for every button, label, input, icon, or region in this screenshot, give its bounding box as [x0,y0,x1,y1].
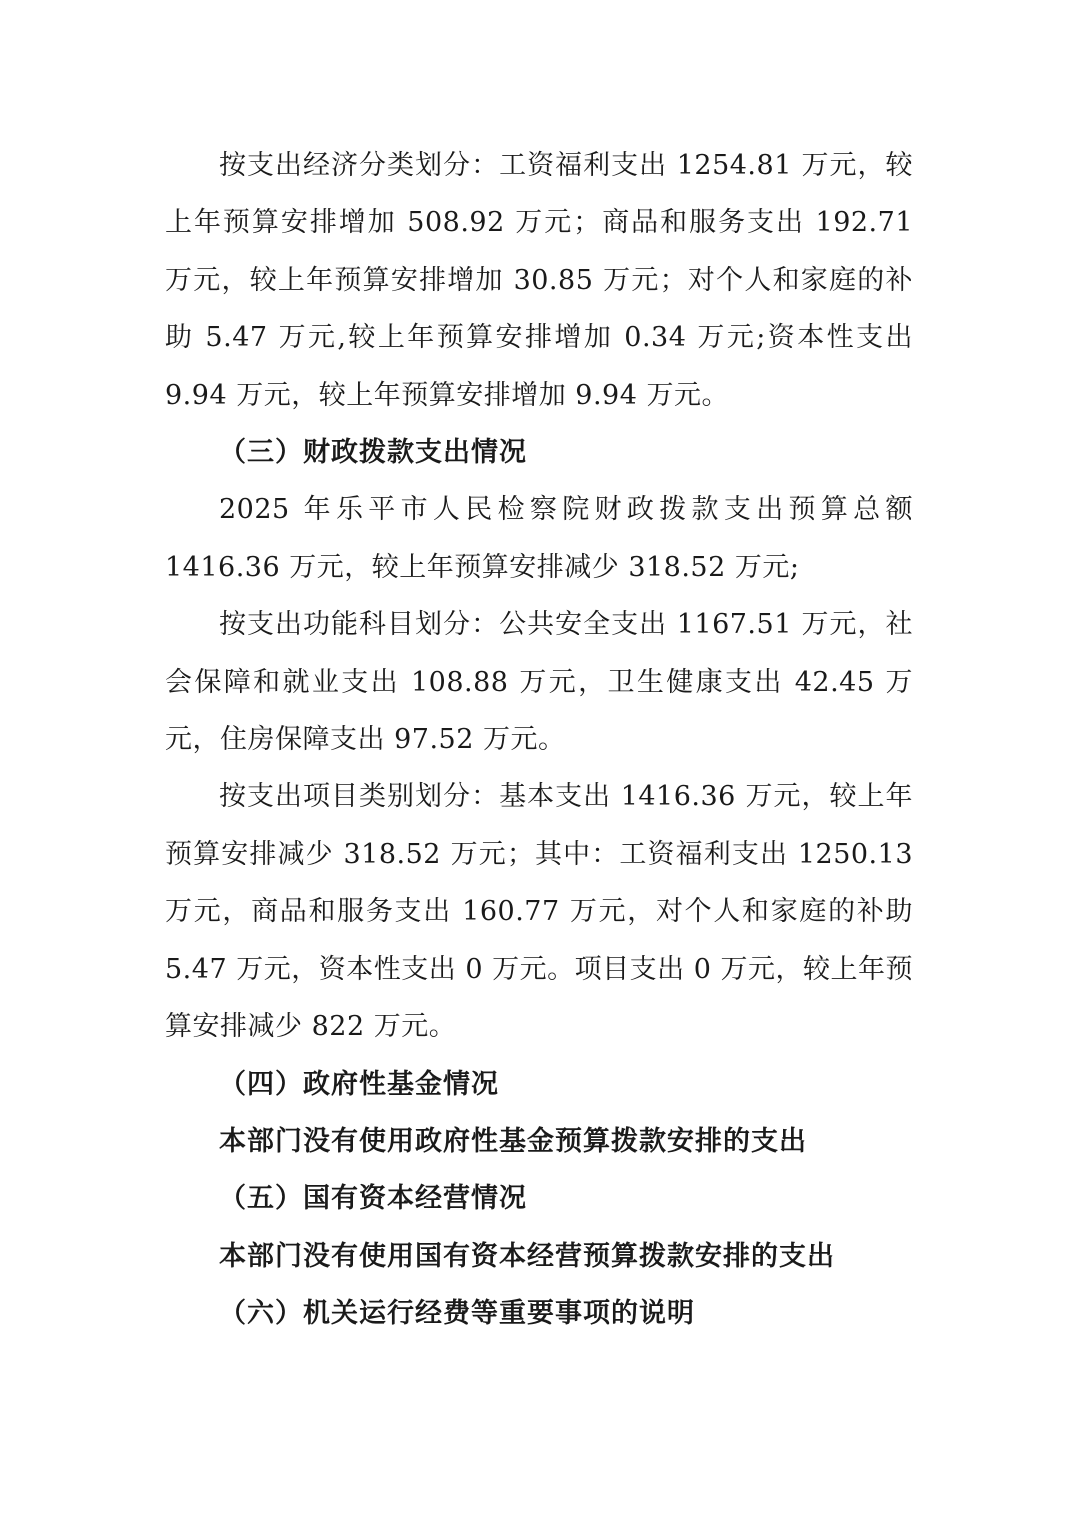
document-body [165,137,913,1343]
section-heading-fiscal-appropriation: （三）财政拨款支出情况 [219,437,527,469]
section-heading-state-capital: （五）国有资本经营情况 [219,1183,527,1215]
state-capital-statement: 本部门没有使用国有资本经营预算拨款安排的支出 [219,1240,835,1272]
section-heading-operating-expenses: （六）机关运行经费等重要事项的说明 [219,1298,695,1330]
fiscal-total-paragraph: 2025 年乐平市人民检察院财政拨款支出预算总额 1416.36 万元，较上年预算安排减少 318.52 万元; [165,494,913,583]
economic-classification-paragraph: 按支出经济分类划分：工资福利支出 1254.81 万元，较上年预算安排增加 508.92 万元；商品和服务支出 192.71 万元，较上年预算安排增加 30.85 万元；对个人和家庭的补助 5.47 万元,较上年预算安排增加 0.34 万元;资本性支出 9.94 万元，较上年预算安排增加 9.94 万元。 [165,150,913,411]
government-fund-statement: 本部门没有使用政府性基金预算拨款安排的支出 [219,1125,807,1157]
functional-classification-paragraph: 按支出功能科目划分：公共安全支出 1167.51 万元，社会保障和就业支出 108.88 万元，卫生健康支出 42.45 万元，住房保障支出 97.52 万元。 [165,609,913,756]
section-heading-government-fund: （四）政府性基金情况 [219,1068,499,1100]
project-category-paragraph: 按支出项目类别划分：基本支出 1416.36 万元，较上年预算安排减少 318.52 万元；其中：工资福利支出 1250.13 万元，商品和服务支出 160.77 万元，对个人和家庭的补助 5.47 万元，资本性支出 0 万元。项目支出 0 万元，较上年预算安排减少 822 万元。 [165,781,913,1043]
